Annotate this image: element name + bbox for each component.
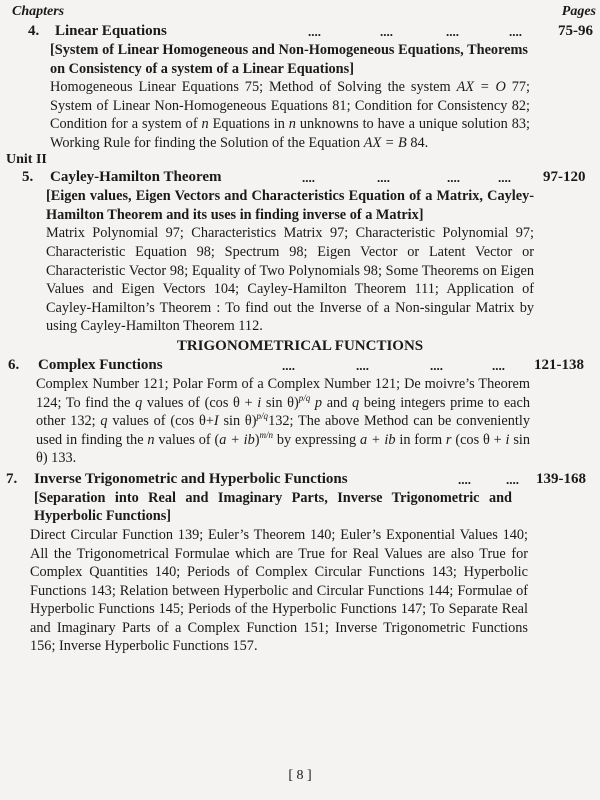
chapter-topics: Complex Number 121; Polar Form of a Complex Number 121; De moivre’s Theorem 124; To find the q values of (cos θ + i sin θ)$^{p/q}$ p and q being integers prime to each other 132; q values of (cos θ+I sin θ)$^{p/q}$132; The above Method can be conveniently used in finding the n values of (a + ib)$^{m/n}$ by expressing a + ib in form r (cos θ + i sin θ) 133.	[36, 375, 531, 467]
leader-dots: ....	[380, 24, 393, 39]
chapter-subtitle: [Separation into Real and Imaginary Parts, Inverse Trigonometric and Hyperbolic Functions]	[34, 489, 512, 525]
leader-dots: ....	[302, 170, 315, 186]
chapter-title: Cayley-Hamilton Theorem	[50, 169, 222, 186]
page-range: 97-120	[543, 169, 586, 186]
leader-dots: ....	[458, 471, 471, 487]
chapter-topics: Homogeneous Linear Equations 75; Method of Solving the system AX = O 77; System of Linear Non-Homogeneous Equations 81; Condition for Consistency 82; Condition for a system of n Equations in n unknowns to have a unique solution 83; Working Rule for finding the Solution of the Equation AX = B 84.	[50, 79, 531, 151]
chapter-number: 5.	[22, 169, 34, 186]
pages-column-header: Pages	[561, 4, 596, 19]
leader-dots: ....	[308, 24, 321, 39]
chapter-title: Linear Equations	[55, 23, 167, 39]
section-heading: TRIGONOMETRICAL FUNCTIONS	[176, 337, 424, 354]
chapter-number: 4.	[28, 23, 40, 39]
toc-body	[0, 22, 600, 656]
chapter-number: 7.	[6, 470, 18, 487]
chapter-title: Complex Functions	[38, 356, 163, 373]
chapter-title: Inverse Trigonometric and Hyperbolic Functions	[34, 470, 348, 487]
leader-dots: ....	[282, 357, 295, 373]
leader-dots: ....	[498, 170, 511, 186]
leader-dots: ....	[356, 357, 369, 373]
leader-dots: ....	[492, 357, 505, 373]
chapter-entry-4	[0, 22, 600, 152]
chapter-heading-line	[0, 470, 600, 489]
leader-dots: ....	[377, 170, 390, 186]
chapter-topics: Direct Circular Function 139; Euler’s Theorem 140; Euler’s Exponential Values 140; All the Trigonometrical Formulae which are True for Real Values are also True for Complex Quantities 140; Periods of Complex Circular Functions 143; Hyperbolic Functions 143; Relation between Hyperbolic and Circular Functions 144; Formulae of Hyperbolic Functions 145; Periods of the Hyperbolic Functions 147; To Separate Real and Imaginary Parts of a Complex Function 151; Inverse Trigonometric Functions 156; Inverse Hyperbolic Functions 157.	[30, 526, 528, 655]
chapter-entry-7	[0, 470, 600, 656]
page-range: 139-168	[536, 470, 586, 487]
chapter-heading-line	[0, 168, 600, 187]
leader-dots: ....	[447, 170, 460, 186]
chapter-subtitle: [System of Linear Homogeneous and Non-Homogeneous Equations, Theorems on Consistency of a system of a Linear Equations]	[50, 42, 528, 77]
leader-dots: ....	[506, 471, 519, 487]
chapter-subtitle: [Eigen values, Eigen Vectors and Characteristics Equation of a Matrix, Cayley-Hamilton Theorem and its uses in finding inverse of a Matrix]	[46, 188, 534, 223]
page-number: [ 8 ]	[288, 768, 312, 783]
chapters-column-header: Chapters	[12, 4, 65, 19]
page-range: 121-138	[534, 356, 584, 373]
leader-dots: ....	[430, 357, 443, 373]
leader-dots: ....	[509, 24, 522, 39]
unit-label: Unit II	[6, 152, 47, 168]
chapter-topics: Matrix Polynomial 97; Characteristics Matrix 97; Characteristic Polynomial 97; Characteristic Equation 98; Spectrum 98; Eigen Vector or Latent Vector or Characteristic Vector 98; Equality of Two Polynomials 98; Some Theorems on Eigen Values and Eigen Vectors 104; Cayley-Hamilton Theorem 111; Application of Cayley-Hamilton’s Theorem : To find out the Inverse of a Non-singular Matrix by using Cayley-Hamilton Theorem 112.	[46, 225, 534, 335]
page-range: 75-96	[558, 23, 593, 39]
column-headers	[0, 0, 600, 22]
chapter-heading-line	[0, 22, 600, 41]
chapter-entry-5	[0, 168, 600, 336]
leader-dots: ....	[446, 24, 459, 39]
chapter-number: 6.	[8, 356, 20, 373]
chapter-heading-line	[0, 356, 600, 375]
chapter-entry-6	[0, 356, 600, 468]
